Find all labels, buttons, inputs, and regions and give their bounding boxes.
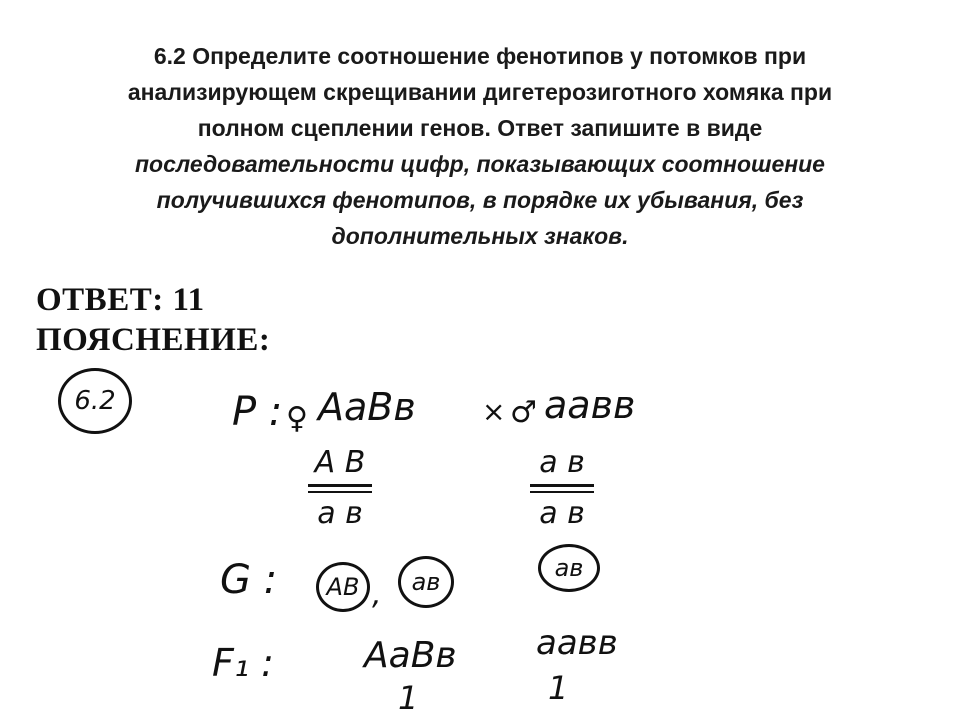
gamete-circle-3 [538,544,600,592]
p-label: P : [232,389,283,435]
offspring-1-ratio: 1 [398,679,419,717]
female-sign: ♀ [286,401,308,436]
offspring-2-ratio: 1 [548,669,569,707]
male-chrom-top: a в [539,445,585,480]
task-number: 6.2 [74,386,116,416]
gamete-3: aв [554,554,584,582]
g-label: G : [220,557,278,603]
offspring-2: aaвв [536,623,618,663]
task-number-circle [58,368,132,434]
explanation-label: ПОЯСНЕНИЕ: [36,322,271,358]
gamete-comma: , [372,577,382,612]
task-line-4: последовательности цифр, показывающих соотношение [135,151,825,177]
task-line-6: дополнительных знаков. [331,223,629,249]
gamete-circle-1 [316,562,370,612]
task-line-3: полном сцеплении генов. Ответ запишите в виде [197,115,763,141]
answer-block [36,280,270,360]
task-line-1: 6.2 Определите соотношение фенотипов у потомков при [153,43,807,69]
male-chromosomes [530,445,594,531]
gamete-1: AB [326,573,360,601]
chromosome-line [530,491,594,493]
male-sign: ♂ [510,395,537,430]
gamete-circle-2 [398,556,454,608]
task-text [40,38,920,254]
task-line-5: получившихся фенотипов, в порядке их убывания, без [156,187,804,213]
offspring-1: AaBв [364,635,457,676]
task-line-2: анализирующем скрещивании дигетерозиготного хомяка при [127,79,833,105]
chromosome-line [308,491,372,493]
female-chrom-bottom: a в [317,496,363,531]
chromosome-line [530,484,594,487]
female-chrom-top: A B [314,445,366,480]
f1-label: F₁ : [212,641,274,685]
chromosome-line [308,484,372,487]
male-chrom-bottom: a в [539,496,585,531]
male-genotype: aaвв [544,383,636,427]
answer-line: ОТВЕТ: 11 [36,282,205,318]
female-chromosomes [308,445,372,531]
gamete-2: aв [411,568,441,596]
female-genotype: AaBв [318,385,416,429]
cross-sign: × [482,395,506,428]
